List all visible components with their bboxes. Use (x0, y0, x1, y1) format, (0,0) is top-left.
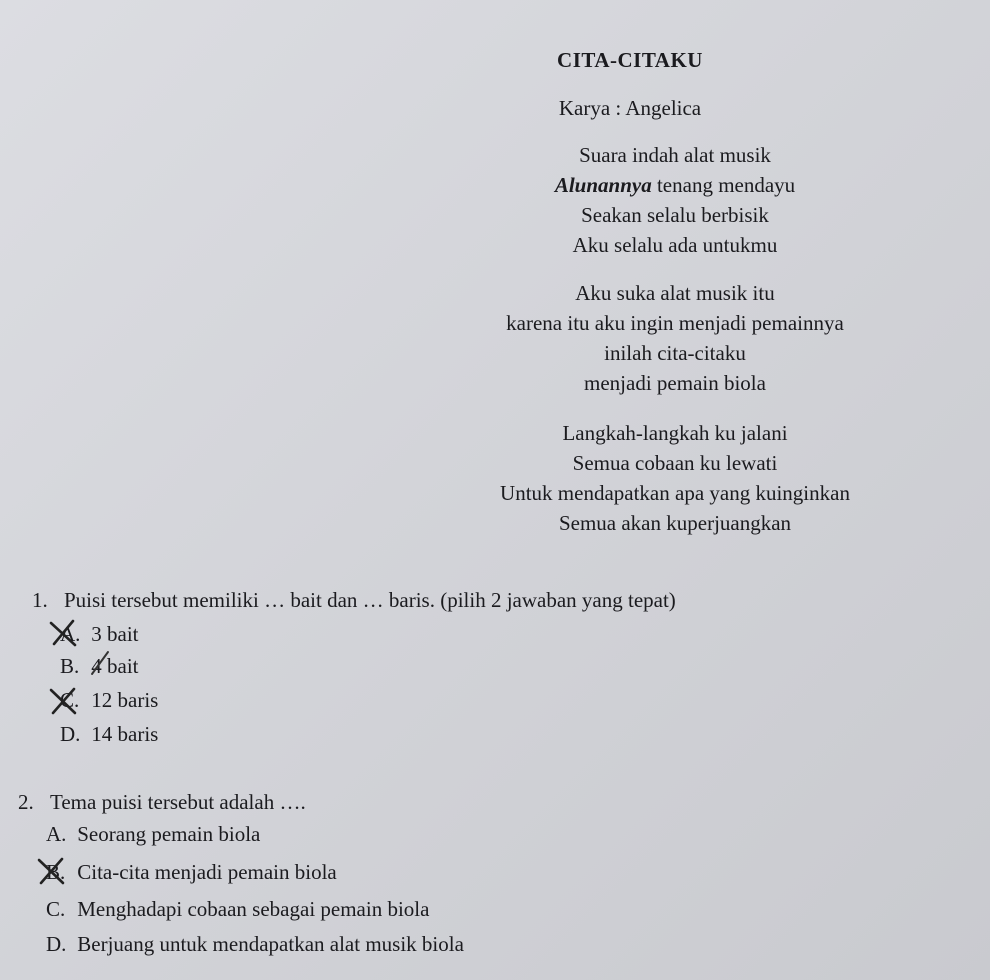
poem-line: Suara indah alat musik (579, 143, 771, 167)
option-text: Berjuang untuk mendapatkan alat musik biola (77, 932, 464, 956)
poem-line: Langkah-langkah ku jalani (562, 421, 788, 445)
option-letter: B. (60, 654, 80, 678)
question-2-option-b[interactable] (46, 856, 337, 888)
poem-line: inilah cita-citaku (604, 341, 746, 365)
poem-stanza-2 (420, 278, 930, 398)
option-text: Menghadapi cobaan sebagai pemain biola (77, 897, 430, 921)
option-letter: D. (60, 722, 81, 746)
poem-line (420, 170, 930, 200)
question-text: Tema puisi tersebut adalah …. (50, 790, 306, 814)
option-letter: A. (46, 822, 67, 846)
question-2-option-c[interactable] (46, 893, 429, 925)
option-letter: D. (46, 932, 67, 956)
question-1-option-b[interactable] (60, 650, 139, 682)
option-letter: C. (46, 897, 66, 921)
question-1-option-c[interactable] (60, 684, 158, 716)
question-1 (32, 588, 676, 613)
option-letter: A. (60, 622, 81, 646)
option-text: 3 bait (91, 622, 139, 646)
option-letter: C. (60, 688, 80, 712)
poem-title: CITA-CITAKU (557, 48, 703, 72)
question-text: Puisi tersebut memiliki … bait dan … baris. (pilih 2 jawaban yang tepat) (64, 588, 676, 612)
option-text: 4 bait (91, 654, 139, 678)
option-text: Cita-cita menjadi pemain biola (77, 860, 337, 884)
poem-line: Semua akan kuperjuangkan (558, 511, 792, 535)
option-text: 14 baris (91, 722, 159, 746)
poem-line: karena itu aku ingin menjadi pemainnya (506, 311, 844, 335)
poem-stanza-3 (420, 418, 930, 538)
option-letter: B. (46, 860, 66, 884)
poem-line: Semua cobaan ku lewati (572, 451, 778, 475)
question-1-option-a[interactable] (60, 618, 139, 650)
poem-line-text: tenang mendayu (656, 173, 796, 197)
poem-author: Karya : Angelica (558, 96, 702, 120)
poem-line: Untuk mendapatkan apa yang kuinginkan (500, 481, 850, 505)
poem-line: Aku selalu ada untukmu (572, 233, 778, 257)
poem-line: Seakan selalu berbisik (581, 203, 769, 227)
option-text: 12 baris (91, 688, 159, 712)
question-2-option-a[interactable] (46, 818, 260, 850)
question-2 (18, 790, 306, 815)
option-text: Seorang pemain biola (77, 822, 261, 846)
question-number: 2. (18, 790, 34, 814)
poem-line: menjadi pemain biola (584, 371, 766, 395)
question-2-option-d[interactable] (46, 928, 464, 960)
emphasized-word: Alunannya (554, 173, 652, 197)
question-number: 1. (32, 588, 48, 612)
poem-stanza-1 (420, 140, 930, 260)
poem-line: Aku suka alat musik itu (575, 281, 775, 305)
question-1-option-d[interactable] (60, 718, 158, 750)
